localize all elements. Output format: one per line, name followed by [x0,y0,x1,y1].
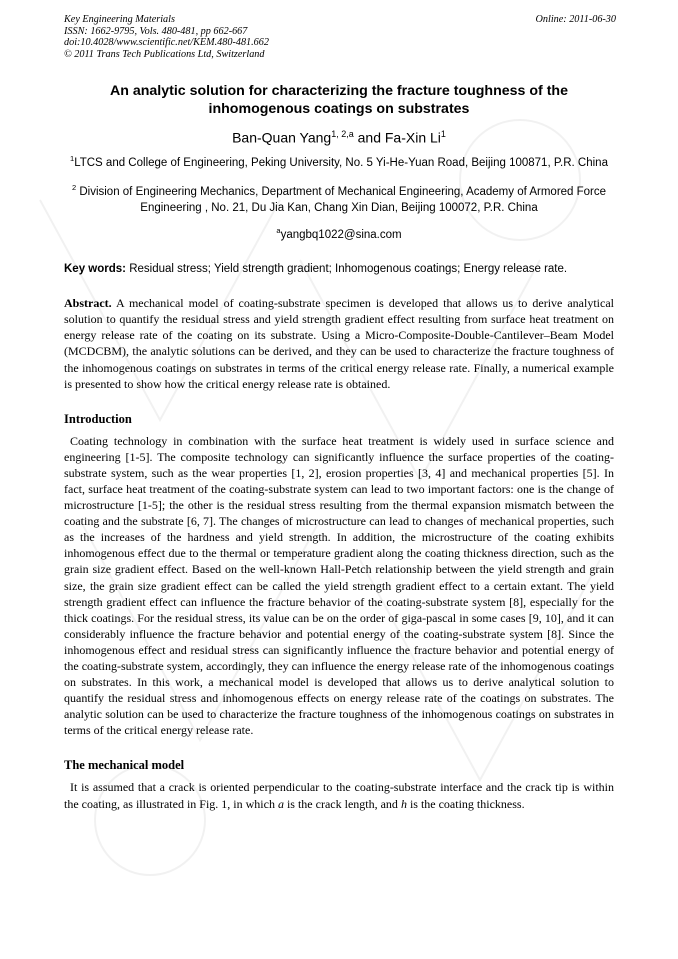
affiliation-1-mark: 1 [70,153,75,163]
abstract [64,295,614,392]
affiliation-1 [64,151,614,171]
author-1-affiliation-mark: 1, 2,a [331,129,354,139]
model-text-part-2: is the crack length, and [283,796,401,811]
author-2: Fa-Xin Li [384,129,441,146]
introduction-text: Coating technology in combination with the surface heat treatment is widely used in surface science and engineering [1-5]. The composite technology can significantly influence the surface properties of the coating-substrate system, such as the wear properties [1, 2], erosion properties [3, 4] and mechanical properties [5]. In fact, surface heat treatment of the coating-substrate system can lead to two important factors: one is the change of microstructure [1-5]; the other is the residual stress resulting from the thermal expansion mismatch between the coating and the substrate [6, 7]. The changes of microstructure can lead to changes of mechanical properties, such as the increases of the hardness and yield strength. In addition, the microstructure of the coating exhibits inhomogenous effect due to the thermal or temperature gradient along the coating thickness direction, such as the grain size gradient effect. Based on the well-known Hall-Petch relationship between the yield strength and grain size, the grain size gradient effect can be called the yield strength gradient effect to a certain extant. The yield strength gradient effect can influence the fracture behavior of the coating-substrate system [8], especially for the thick coatings. For the residual stress, its value can be on the order of giga-pascal in some cases [9, 10], and it can considerably influence the fracture behavior and potential energy of the coating-substrate system [8]. Since the inhomogenous effect and residual stress can significantly influence the fracture behavior and potential energy of the coating-substrate system, accordingly, they can influence the energy release rate of the inhomogenous coatings on substrates. In this work, a mechanical model is developed that allows us to derive analytical solution to quantify the residual stress and inhomogenous effects on energy release rate of the coatings on substrates. The analytic solution can be used to characterize the fracture toughness of the inhomogenous coatings on substrates in terms of the critical energy release rate. [64,433,614,738]
paper-body [64,82,614,812]
keywords-label: Key words: [64,263,126,276]
journal-name: Key Engineering Materials [64,14,175,25]
author-line [64,125,614,147]
issn-line: ISSN: 1662-9795, Vols. 480-481, pp 662-667 [64,25,248,37]
abstract-text: A mechanical model of coating-substrate specimen is developed that allows us to derive analytical solution to quantify the residual stress and yield strength gradient effect resulting from surface heat treatment on energy release rate of the coating on its substrate. Using a Micro-Composite-Double-Cantilever–Beam Model (MCDCBM), the analytic solutions can be derived, and they can be used to characterize the fracture toughness of the inhomogenous coatings on substrates in terms of the critical energy release rate. Finally, a numerical example is presented to show how the critical energy release rate is obtained. [64,296,614,391]
affiliation-2-mark: 2 [71,183,77,193]
doi-line: doi:10.4028/www.scientific.net/KEM.480-481.662 [64,37,269,48]
affiliation-2-text: Division of Engineering Mechanics, Department of Mechanical Engineering, Academy of Armored Force Engineering , No. 21, Du Jia Kan, Chang Xin Dian, Beijing 100072, P.R. China [79,186,607,215]
variable-h: h [400,796,407,811]
email-address: yangbq1022@sina.com [280,229,402,242]
abstract-label: Abstract. [64,296,112,311]
keywords [64,262,614,277]
model-text-part-3: is the coating thickness. [406,796,525,811]
affiliation-1-text: LTCS and College of Engineering, Peking University, No. 5 Yi-He-Yuan Road, Beijing 100871, P.R. China [74,156,608,169]
email-line [64,223,614,243]
paper-title: An analytic solution for characterizing the fracture toughness of the inhomogenous coatings on substrates [109,83,568,117]
email-mark: a [276,226,281,236]
introduction-heading: Introduction [64,411,132,426]
copyright-line: © 2011 Trans Tech Publications Ltd, Switzerland [64,48,265,60]
affiliation-2 [64,180,614,216]
keywords-text: Residual stress; Yield strength gradient; Inhomogenous coatings; Energy release rate. [126,263,568,276]
author-conjunction: and [353,129,385,146]
online-date: Online: 2011-06-30 [535,14,616,25]
model-text [64,779,614,811]
model-heading: The mechanical model [64,758,185,773]
journal-header [64,14,269,60]
model-text-part-1: It is assumed that a crack is oriented perpendicular to the coating-substrate interface and the crack tip is within the coating, as illustrated in Fig. 1, in which [64,780,614,811]
author-2-affiliation-mark: 1 [440,129,446,139]
author-1: Ban-Quan Yang [232,129,332,146]
variable-a: a [277,796,284,811]
